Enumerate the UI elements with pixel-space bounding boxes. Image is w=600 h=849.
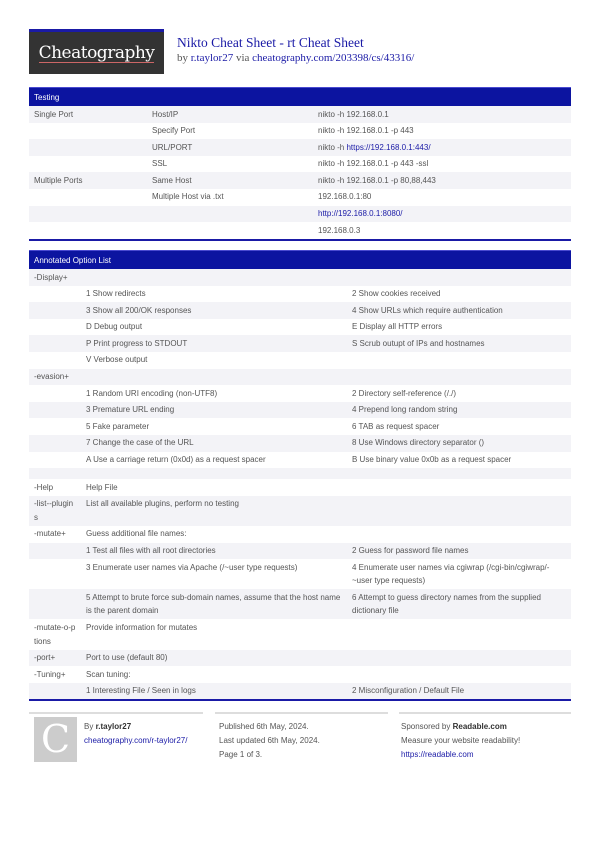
command-text: nikto -h bbox=[318, 142, 347, 152]
command-cell: nikto -h 192.168.0.1 -p 443 -ssl bbox=[318, 159, 429, 169]
command-cell bbox=[313, 139, 571, 156]
sub-option-right: 2 Directory self-reference (/./) bbox=[352, 388, 457, 398]
option-row bbox=[29, 369, 571, 386]
command-cell: nikto -h 192.168.0.1 -p 443 bbox=[318, 126, 414, 136]
table-row bbox=[29, 172, 571, 189]
published-date: Published 6th May, 2024. bbox=[219, 722, 309, 731]
option-row bbox=[29, 352, 571, 369]
table-row bbox=[29, 222, 571, 239]
by-label: by bbox=[177, 52, 191, 64]
group-cell bbox=[29, 139, 147, 156]
option-row bbox=[29, 286, 571, 303]
footer-author bbox=[29, 712, 203, 748]
option-row bbox=[29, 385, 571, 402]
author-name: r.taylor27 bbox=[95, 722, 132, 731]
label-cell: Same Host bbox=[152, 175, 192, 185]
command-cell: 192.168.0.3 bbox=[318, 225, 361, 235]
table-row bbox=[29, 106, 571, 123]
option-row bbox=[29, 319, 571, 336]
sub-option-left: V Verbose output bbox=[86, 355, 148, 365]
label-cell: Multiple Host via .txt bbox=[152, 192, 224, 202]
sub-option-right: 4 Show URLs which require authentication bbox=[352, 305, 503, 315]
spacer-cell bbox=[29, 302, 81, 319]
table-row bbox=[29, 139, 571, 156]
option-row bbox=[29, 302, 571, 319]
command-cell: 192.168.0.1:80 bbox=[318, 192, 372, 202]
group-cell bbox=[29, 206, 147, 223]
sponsor-name: Readable.com bbox=[452, 722, 507, 731]
option-description: Help File bbox=[86, 482, 118, 492]
label-cell bbox=[147, 206, 313, 223]
option-row bbox=[29, 418, 571, 435]
label-cell: URL/PORT bbox=[152, 142, 193, 152]
option-flag: -Help bbox=[34, 482, 54, 492]
option-row bbox=[29, 452, 571, 469]
sub-option-left: 3 Premature URL ending bbox=[86, 405, 175, 415]
group-cell bbox=[29, 156, 147, 173]
spacer-cell bbox=[29, 352, 81, 369]
option-flag: -mutate+ bbox=[34, 529, 66, 539]
sub-option-right: 2 Misconfiguration / Default File bbox=[352, 686, 465, 696]
sponsor-tagline: Measure your website readability! bbox=[401, 736, 521, 745]
spacer-cell bbox=[29, 385, 81, 402]
sub-option-right bbox=[347, 352, 571, 369]
sub-option-left: 1 Test all files with all root directories bbox=[86, 546, 216, 555]
spacer-cell bbox=[29, 559, 81, 589]
option-row bbox=[29, 468, 571, 479]
footer-sponsor bbox=[399, 712, 571, 762]
option-description: List all available plugins, perform no testing bbox=[86, 499, 239, 509]
subtitle bbox=[177, 52, 414, 64]
group-cell bbox=[29, 189, 147, 206]
option-row bbox=[29, 559, 571, 589]
cheatsheet-url-link[interactable]: cheatography.com/203398/cs/43316/ bbox=[252, 52, 415, 64]
sub-option-right: 6 Attempt to guess directory names from the supplied dictionary file bbox=[352, 592, 541, 616]
option-row bbox=[29, 435, 571, 452]
option-row bbox=[29, 589, 571, 619]
sub-option-left: D Debug output bbox=[86, 322, 143, 332]
author-profile-link[interactable]: cheatography.com/r-taylor27/ bbox=[84, 736, 188, 745]
spacer-cell bbox=[29, 435, 81, 452]
sub-option-right: 4 Enumerate user names via cgiwrap (/cgi-bin/cgiwrap/-~user type requests) bbox=[352, 562, 550, 586]
spacer-cell bbox=[29, 683, 81, 700]
sub-option-right: 2 Show cookies received bbox=[352, 289, 441, 299]
sub-option-right: 2 Guess for password file names bbox=[352, 546, 469, 555]
sub-option-right: S Scrub outupt of IPs and hostnames bbox=[352, 338, 485, 348]
section-title: Annotated Option List bbox=[29, 250, 571, 269]
section-title: Testing bbox=[29, 87, 571, 106]
sub-option-left: 1 Show redirects bbox=[86, 289, 146, 299]
option-row bbox=[29, 402, 571, 419]
sub-option-left: 3 Enumerate user names via Apache (/~user type requests) bbox=[86, 562, 298, 572]
group-cell: Multiple Ports bbox=[34, 175, 83, 185]
sub-option-left: 1 Random URI encoding (non-UTF8) bbox=[86, 388, 218, 398]
group-cell bbox=[29, 222, 147, 239]
sub-option-right: E Display all HTTP errors bbox=[352, 322, 443, 332]
spacer-cell bbox=[29, 589, 81, 619]
logo-text: Cheatography bbox=[38, 42, 155, 63]
via-label: via bbox=[233, 52, 253, 64]
option-flag: -mutate-o-ptions bbox=[34, 622, 76, 646]
spacer-cell bbox=[29, 543, 81, 560]
table-row bbox=[29, 206, 571, 223]
option-flag: -list--plugins bbox=[34, 499, 74, 522]
label-cell: Specify Port bbox=[152, 126, 196, 136]
spacer-cell bbox=[29, 418, 81, 435]
label-cell: Host/IP bbox=[152, 109, 179, 119]
group-cell: Single Port bbox=[34, 109, 74, 119]
option-flag: -port+ bbox=[34, 653, 56, 663]
sponsor-label: Sponsored by bbox=[401, 722, 453, 731]
spacer-cell bbox=[29, 402, 81, 419]
spacer-cell bbox=[29, 335, 81, 352]
by-label: By bbox=[84, 722, 96, 731]
table-row bbox=[29, 156, 571, 173]
page-number: Page 1 of 3. bbox=[219, 750, 263, 759]
sub-option-left: 7 Change the case of the URL bbox=[86, 438, 194, 448]
option-row bbox=[29, 479, 571, 496]
author-avatar: C bbox=[34, 717, 77, 762]
option-row bbox=[29, 683, 571, 700]
option-row bbox=[29, 543, 571, 560]
option-row bbox=[29, 496, 571, 526]
cheatography-logo[interactable] bbox=[29, 29, 164, 74]
spacer-cell bbox=[29, 319, 81, 336]
option-description: Provide information for mutates bbox=[86, 622, 198, 632]
blank-cell bbox=[29, 468, 571, 479]
option-row bbox=[29, 650, 571, 667]
url-link[interactable]: http://192.168.0.1:8080/ bbox=[318, 209, 403, 219]
option-description: Port to use (default 80) bbox=[86, 653, 168, 663]
option-row bbox=[29, 335, 571, 352]
label-cell: SSL bbox=[152, 159, 168, 169]
sub-option-left: 5 Attempt to brute force sub-domain names, assume that the host name is the parent domain bbox=[86, 592, 341, 616]
option-flag: -evasion+ bbox=[34, 372, 69, 382]
option-description: Scan tuning: bbox=[86, 669, 131, 679]
option-row bbox=[29, 269, 571, 286]
spacer-cell bbox=[29, 452, 81, 469]
sub-option-left: P Print progress to STDOUT bbox=[86, 338, 188, 348]
sub-option-left: 3 Show all 200/OK responses bbox=[86, 305, 192, 315]
option-description: Guess additional file names: bbox=[86, 529, 187, 539]
option-flag: -Display+ bbox=[34, 272, 68, 282]
command-cell bbox=[313, 206, 571, 223]
footer-dates bbox=[215, 712, 388, 762]
page-title: Nikto Cheat Sheet - rt Cheat Sheet bbox=[177, 35, 364, 50]
url-link[interactable]: https://192.168.0.1:443/ bbox=[346, 142, 431, 152]
sub-option-right: 8 Use Windows directory separator () bbox=[352, 438, 485, 448]
option-row bbox=[29, 619, 571, 649]
sponsor-link[interactable]: https://readable.com bbox=[401, 750, 474, 759]
table-row bbox=[29, 123, 571, 140]
sub-option-right: 4 Prepend long random string bbox=[352, 405, 458, 415]
annotated-option-list-section bbox=[29, 250, 571, 701]
group-cell bbox=[29, 123, 147, 140]
command-cell: nikto -h 192.168.0.1 -p 80,88,443 bbox=[318, 175, 436, 185]
option-row bbox=[29, 666, 571, 683]
sub-option-right: 6 TAB as request spacer bbox=[352, 421, 440, 431]
sub-option-left: 1 Interesting File / Seen in logs bbox=[86, 686, 196, 696]
sub-option-left: A Use a carriage return (0x0d) as a request spacer bbox=[86, 455, 266, 465]
spacer-cell bbox=[29, 286, 81, 303]
label-cell bbox=[147, 222, 313, 239]
command-cell: nikto -h 192.168.0.1 bbox=[318, 109, 389, 119]
author-link[interactable]: r.taylor27 bbox=[190, 52, 234, 64]
option-row bbox=[29, 526, 571, 543]
sub-option-left: 5 Fake parameter bbox=[86, 421, 150, 431]
sub-option-right: B Use binary value 0x0b as a request spacer bbox=[352, 455, 512, 465]
option-flag: -Tuning+ bbox=[34, 669, 66, 679]
updated-date: Last updated 6th May, 2024. bbox=[219, 736, 320, 745]
testing-section bbox=[29, 87, 571, 241]
table-row bbox=[29, 189, 571, 206]
